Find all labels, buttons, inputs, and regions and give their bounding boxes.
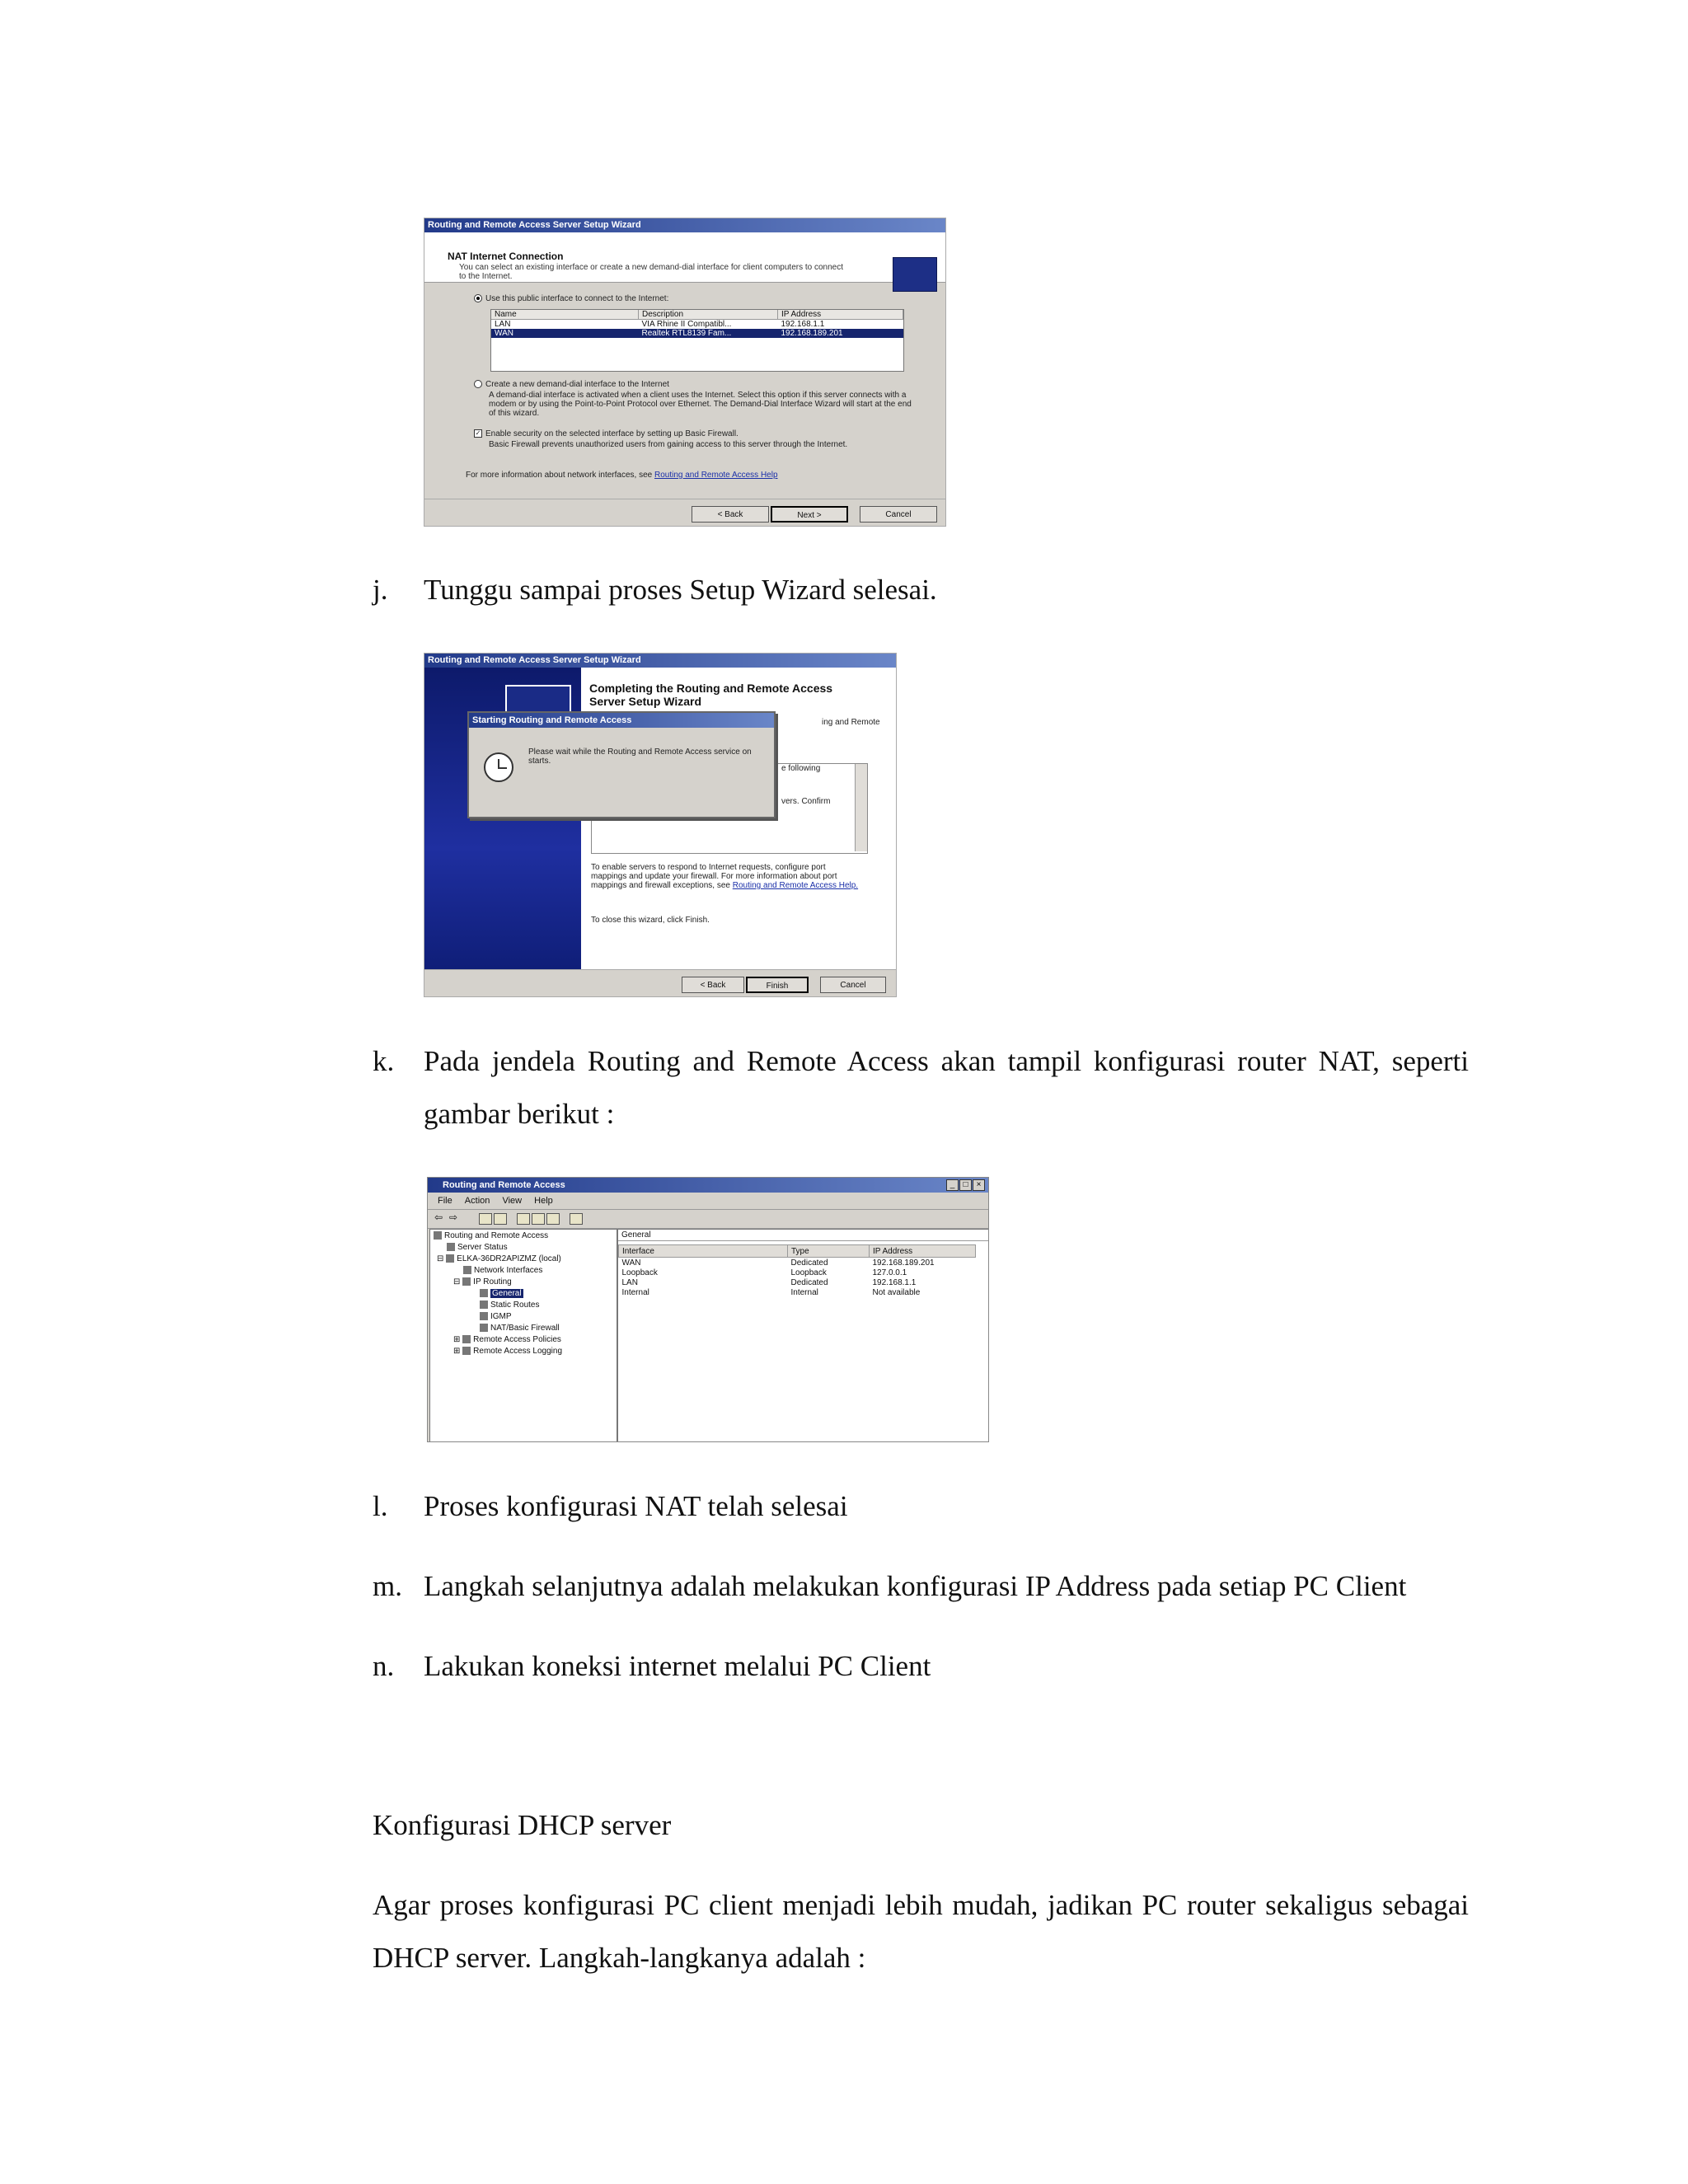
row-type: Dedicated xyxy=(790,1277,828,1287)
network-card-icon xyxy=(893,257,937,292)
dialog-title: Starting Routing and Remote Access xyxy=(469,713,774,728)
tree-node[interactable]: ⊞ Remote Access Logging xyxy=(453,1347,563,1356)
refresh-icon[interactable] xyxy=(532,1213,545,1225)
collapse-icon[interactable]: ⊟ xyxy=(453,1277,463,1286)
list-marker: n. xyxy=(373,1650,395,1682)
table-row[interactable] xyxy=(491,320,903,330)
wizard-header-title: NAT Internet Connection xyxy=(448,251,564,262)
partial-text-3: vers. Confirm xyxy=(781,797,831,806)
back-arrow-icon[interactable]: ⇦ xyxy=(434,1212,443,1223)
back-button[interactable]: < Back xyxy=(692,506,769,523)
wizard-titlebar: Routing and Remote Access Server Setup Wizard xyxy=(424,654,896,668)
security-description: Basic Firewall prevents unauthorized users from gaining access to this server through the Internet. xyxy=(489,440,848,449)
nat-wizard-screenshot xyxy=(424,218,946,527)
cancel-button[interactable]: Cancel xyxy=(860,506,937,523)
checkbox-security-label: Enable security on the selected interface by setting up Basic Firewall. xyxy=(485,429,738,438)
expand-icon[interactable]: ⊞ xyxy=(453,1347,463,1356)
dialog-message: Please wait while the Routing and Remote Access service on starts. xyxy=(528,748,752,766)
row-interface: Internal xyxy=(621,1287,649,1297)
rras-icon xyxy=(434,1231,442,1240)
tree-node[interactable]: ⊞ Remote Access Policies xyxy=(453,1335,561,1344)
general-icon xyxy=(480,1289,488,1297)
summary-scrollbar[interactable] xyxy=(855,764,867,851)
enable-servers-body: To enable servers to respond to Internet requests, configure port mappings and update your firewall. For more information about port mappings and firewall exceptions, see xyxy=(591,863,837,890)
row-ip: 127.0.0.1 xyxy=(872,1268,907,1277)
wizard-button-row xyxy=(424,969,896,997)
starting-service-dialog xyxy=(467,711,776,818)
list-text: Tunggu sampai proses Setup Wizard selesai. xyxy=(424,574,937,606)
col-name[interactable]: Name xyxy=(491,310,639,320)
radio-create-demand-dial[interactable] xyxy=(474,380,669,389)
logging-folder-icon xyxy=(462,1347,471,1355)
policy-icon xyxy=(462,1335,471,1343)
tree-node[interactable]: IGMP xyxy=(480,1312,512,1322)
minimize-icon[interactable]: _ xyxy=(946,1179,959,1191)
collapse-icon[interactable]: ⊟ xyxy=(437,1254,447,1263)
window-controls xyxy=(945,1179,985,1191)
menu-help[interactable]: Help xyxy=(534,1196,553,1206)
properties-icon[interactable] xyxy=(517,1213,530,1225)
menu-view[interactable]: View xyxy=(502,1196,523,1206)
row-description: VIA Rhine II Compatibl... xyxy=(641,320,732,329)
row-ip: 192.168.189.201 xyxy=(872,1258,935,1268)
close-wizard-text: To close this wizard, click Finish. xyxy=(591,916,710,925)
wizard-header xyxy=(424,232,945,283)
firewall-icon xyxy=(480,1324,488,1332)
row-ip: 192.168.1.1 xyxy=(781,320,825,329)
tree-node[interactable]: Network Interfaces xyxy=(463,1266,542,1276)
console-titlebar: Routing and Remote Access xyxy=(428,1178,988,1193)
more-info-line xyxy=(466,471,778,480)
list-marker: m. xyxy=(373,1570,402,1602)
menu-file[interactable]: File xyxy=(438,1196,452,1206)
completing-wizard-screenshot xyxy=(424,653,897,997)
row-type: Dedicated xyxy=(790,1258,828,1268)
section-heading: Konfigurasi DHCP server xyxy=(373,1809,672,1841)
wizard-header-subtitle: You can select an existing interface or create a new demand-dial interface for client computers to connect to the Internet. xyxy=(459,263,844,281)
show-tree-icon[interactable] xyxy=(494,1213,507,1225)
row-name: LAN xyxy=(495,320,511,329)
network-interfaces-icon xyxy=(463,1266,471,1274)
up-folder-icon[interactable] xyxy=(479,1213,492,1225)
help-link[interactable]: Routing and Remote Access Help xyxy=(654,471,778,480)
more-info-prefix: For more information about network interfaces, see xyxy=(466,471,653,480)
row-interface: LAN xyxy=(621,1277,638,1287)
table-row[interactable] xyxy=(619,1258,976,1268)
expand-icon[interactable]: ⊞ xyxy=(453,1335,463,1344)
maximize-icon[interactable]: □ xyxy=(959,1179,972,1191)
table-row[interactable] xyxy=(619,1268,976,1277)
col-type[interactable]: Type xyxy=(788,1245,870,1258)
row-name: WAN xyxy=(491,329,639,338)
list-text: Lakukan koneksi internet melalui PC Client xyxy=(424,1650,931,1682)
server-icon xyxy=(446,1254,454,1263)
help-icon[interactable] xyxy=(570,1213,583,1225)
next-button[interactable]: Next > xyxy=(771,506,848,523)
row-type: Loopback xyxy=(790,1268,827,1277)
row-interface: Loopback xyxy=(621,1268,658,1277)
tree-node[interactable]: NAT/Basic Firewall xyxy=(480,1324,560,1333)
finish-button[interactable]: Finish xyxy=(746,977,809,993)
close-icon[interactable]: × xyxy=(973,1179,985,1191)
partial-text-2: e following xyxy=(781,764,821,773)
partial-text-1: ing and Remote xyxy=(822,718,880,727)
row-interface: WAN xyxy=(621,1258,641,1268)
cancel-button[interactable]: Cancel xyxy=(820,977,886,993)
list-marker: j. xyxy=(373,574,388,606)
wizard-titlebar: Routing and Remote Access Server Setup Wizard xyxy=(424,218,945,232)
row-ip: 192.168.1.1 xyxy=(872,1277,917,1287)
static-routes-icon xyxy=(480,1301,488,1309)
console-tree xyxy=(429,1229,617,1442)
body-paragraph: Agar proses konfigurasi PC client menjadi lebih mudah, jadikan PC router sekaligus sebagai DHCP server. Langkah-langkanya adalah : xyxy=(373,1889,1469,1974)
create-description: A demand-dial interface is activated when a client uses the Internet. Select this option if this server connects with a modem or by using the Point-to-Point Protocol over Ethernet. The Demand-Dial Interface Wizard will start at the end of this wizard. xyxy=(489,391,912,418)
list-marker: k. xyxy=(373,1045,395,1077)
tree-node[interactable]: Static Routes xyxy=(480,1301,539,1310)
tree-node[interactable]: ⊟ IP Routing xyxy=(453,1277,512,1286)
rras-console-screenshot xyxy=(427,1177,989,1442)
help-link[interactable]: Routing and Remote Access Help. xyxy=(732,881,859,890)
tree-node-selected[interactable]: General xyxy=(480,1289,523,1299)
menu-action[interactable]: Action xyxy=(464,1196,490,1206)
col-ip[interactable]: IP Address xyxy=(870,1245,976,1258)
wizard-title: Completing the Routing and Remote Access Server Setup Wizard xyxy=(589,682,833,708)
row-description: Realtek RTL8139 Fam... xyxy=(639,329,778,338)
tree-node[interactable]: Server Status xyxy=(447,1243,508,1253)
details-pane xyxy=(617,1229,989,1442)
row-ip: Not available xyxy=(872,1287,921,1297)
wizard-button-row xyxy=(424,499,945,527)
list-item-k xyxy=(0,1035,1688,1142)
tree-node[interactable]: ⊟ ELKA-36DR2APIZMZ (local) xyxy=(437,1254,561,1263)
server-status-icon xyxy=(447,1243,455,1251)
toolbar xyxy=(428,1209,988,1229)
row-type: Internal xyxy=(790,1287,818,1297)
ip-routing-icon xyxy=(462,1277,471,1286)
tree-node[interactable]: Routing and Remote Access xyxy=(434,1231,548,1241)
list-marker: l. xyxy=(373,1490,388,1522)
radio-create-label: Create a new demand-dial interface to the Internet xyxy=(485,380,669,389)
row-ip: 192.168.189.201 xyxy=(778,329,903,338)
menu-bar xyxy=(428,1193,988,1209)
table-row[interactable] xyxy=(619,1287,976,1297)
col-interface[interactable]: Interface xyxy=(619,1245,788,1258)
table-row[interactable] xyxy=(619,1277,976,1287)
back-button[interactable]: < Back xyxy=(682,977,744,993)
export-icon[interactable] xyxy=(546,1213,560,1225)
checkbox-security[interactable]: ✓ Enable security on the selected interface by setting up Basic Firewall. xyxy=(475,429,738,438)
table-row-selected[interactable] xyxy=(491,329,903,338)
clock-icon xyxy=(484,752,513,782)
details-title: General xyxy=(618,1230,989,1241)
igmp-icon xyxy=(480,1312,488,1320)
interfaces-table xyxy=(618,1244,976,1297)
enable-servers-text xyxy=(591,863,863,890)
col-ip[interactable]: IP Address xyxy=(778,310,903,320)
col-description[interactable]: Description xyxy=(639,310,778,320)
list-text: Proses konfigurasi NAT telah selesai xyxy=(424,1490,848,1522)
radio-use-interface[interactable] xyxy=(474,294,668,303)
radio-use-interface-label: Use this public interface to connect to the Internet: xyxy=(485,294,669,303)
list-text: Langkah selanjutnya adalah melakukan konfigurasi IP Address pada setiap PC Client xyxy=(424,1570,1407,1602)
interface-table xyxy=(490,309,904,372)
list-text: Pada jendela Routing and Remote Access akan tampil konfigurasi router NAT, seperti gambar berikut : xyxy=(424,1045,1469,1130)
forward-arrow-icon[interactable]: ⇨ xyxy=(449,1212,458,1223)
